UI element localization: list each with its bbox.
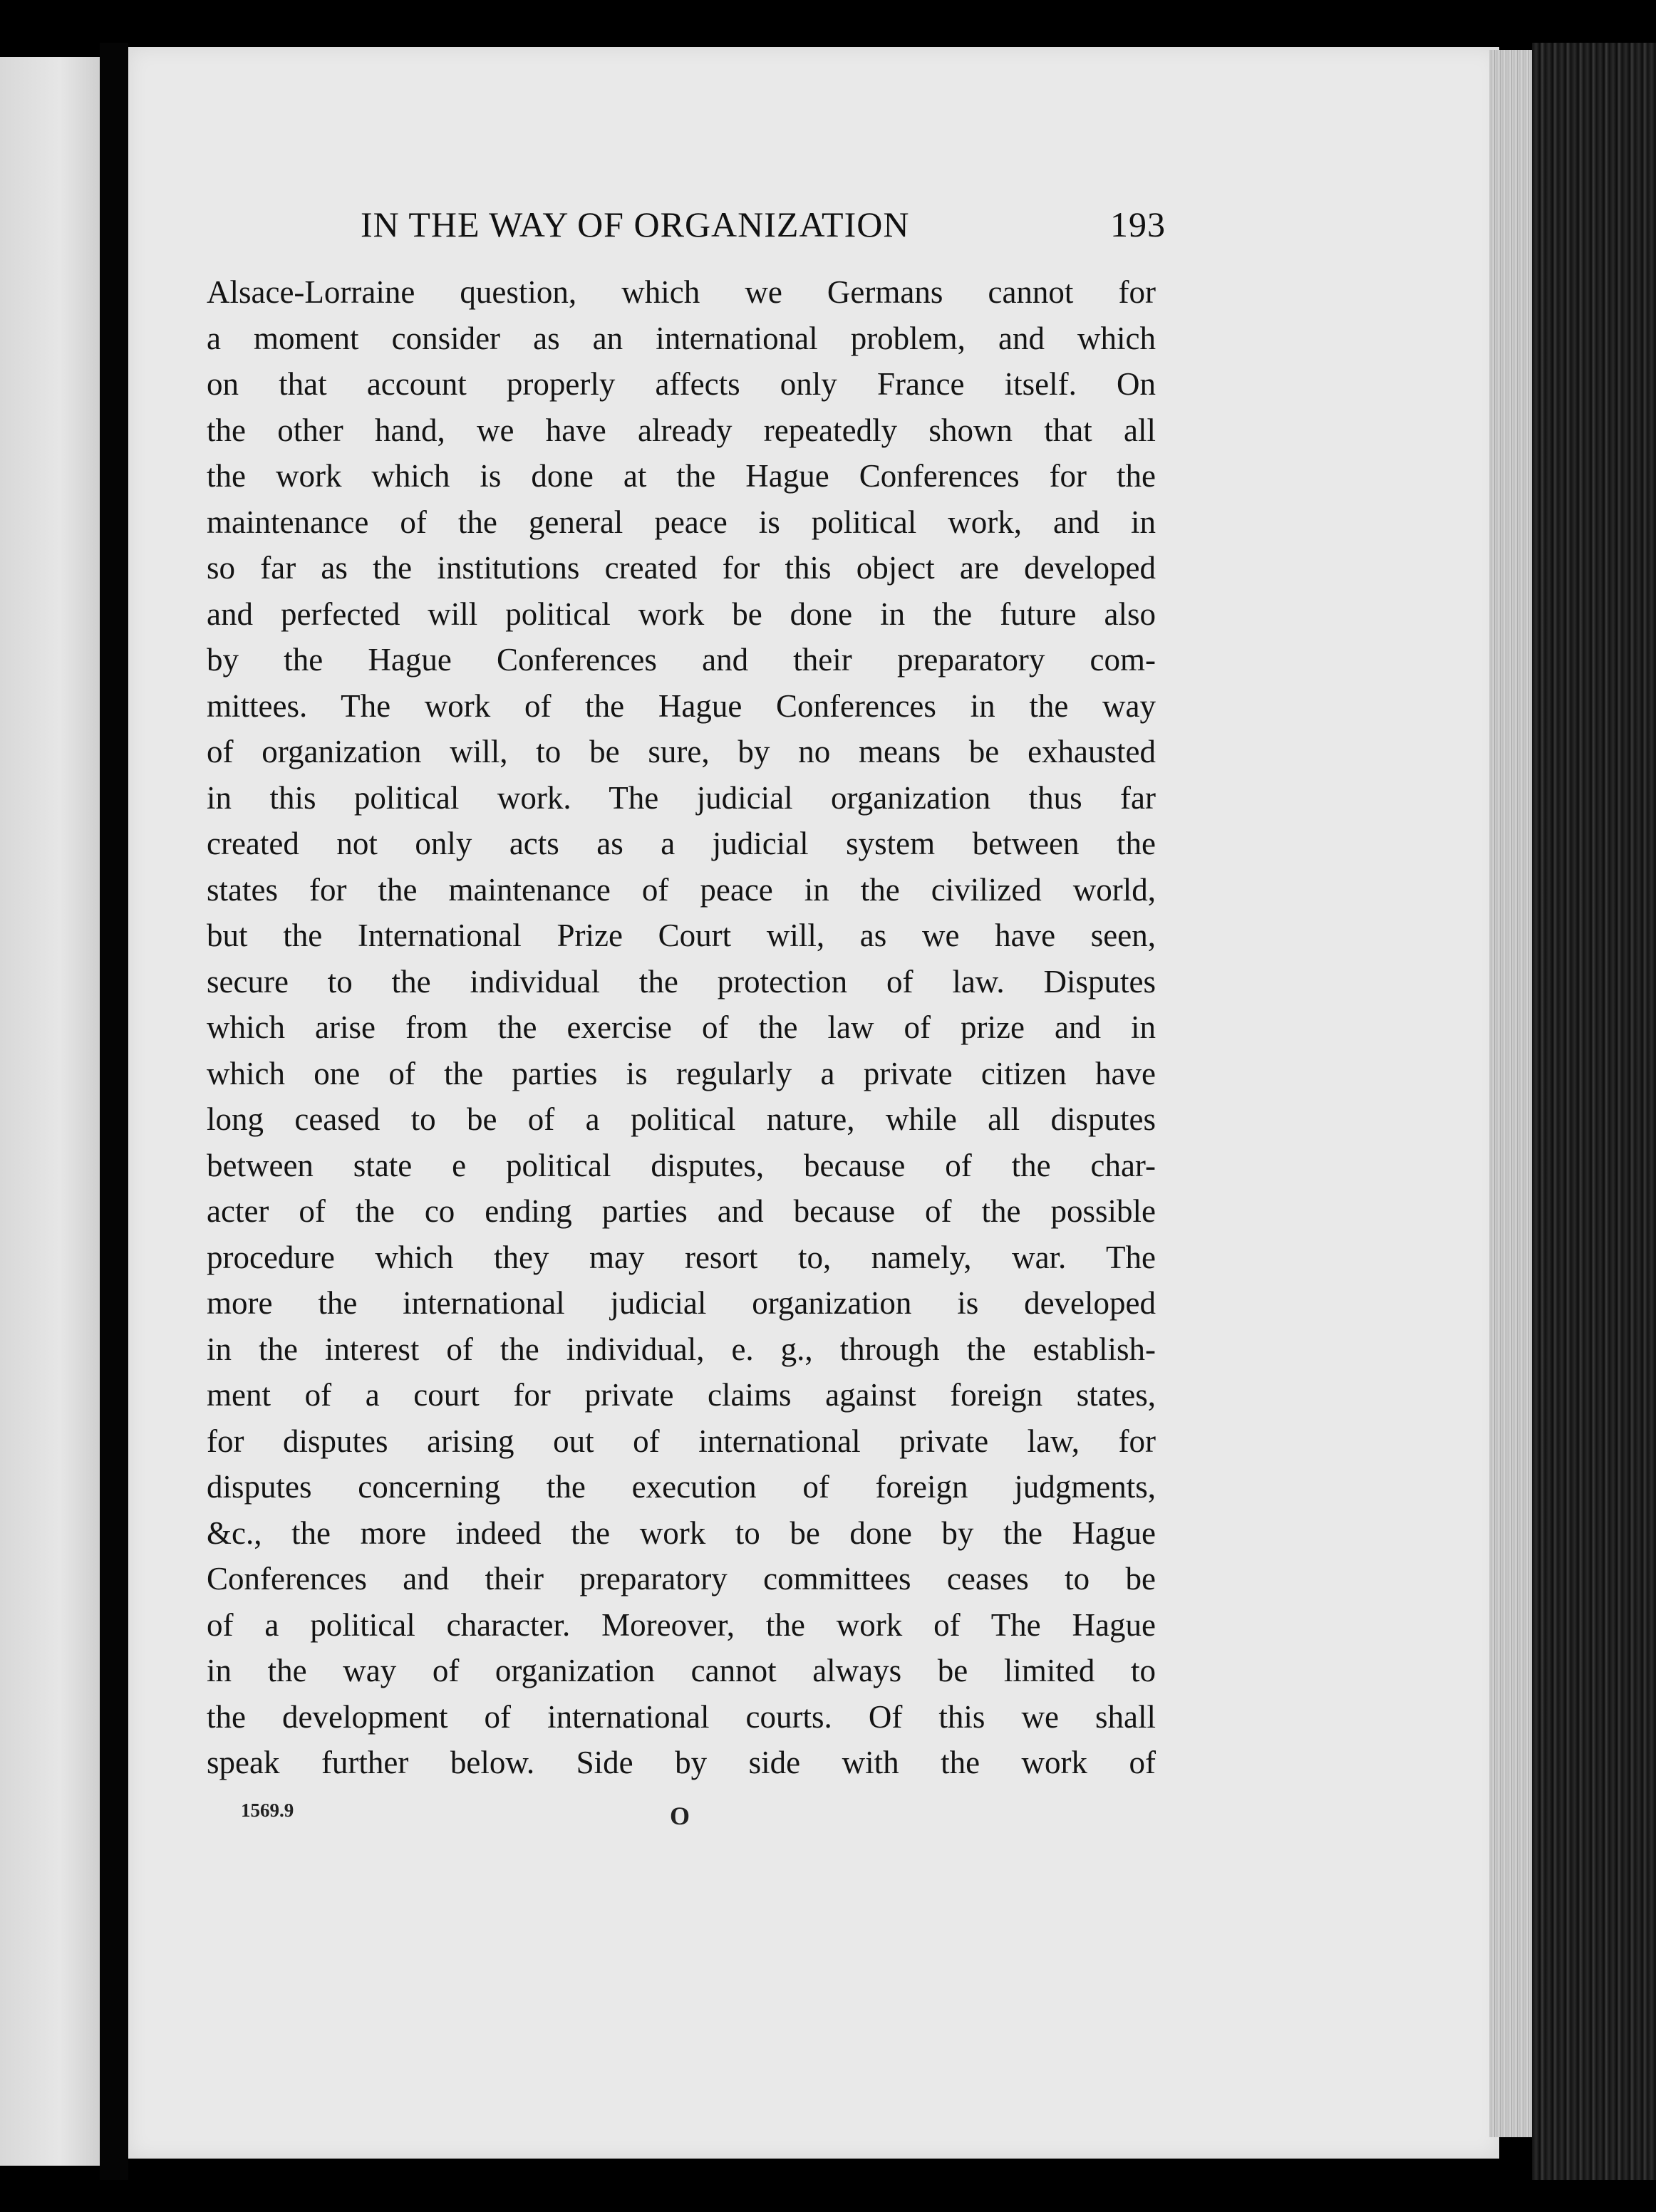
text-line: of organization will, to be sure, by no means be exhausted [207, 734, 1156, 769]
text-line: by the Hague Conferences and their preparatory com- [207, 642, 1156, 677]
text-line: in the way of organization cannot always be limited to [207, 1653, 1156, 1688]
text-line: acter of the co ending parties and because of the possible [207, 1193, 1156, 1229]
text-line: so far as the institutions created for this object are developed [207, 550, 1156, 586]
body-text [207, 269, 1156, 1786]
text-line: on that account properly affects only France itself. On [207, 366, 1156, 402]
text-line: but the International Prize Court will, as we have seen, [207, 918, 1156, 953]
text-line: of a political character. Moreover, the work of The Hague [207, 1606, 1156, 1643]
text-line: between state e political disputes, because of the char- [207, 1147, 1156, 1183]
text-line: long ceased to be of a political nature, while all disputes [207, 1101, 1156, 1137]
gathering-letter: O [670, 1802, 690, 1830]
text-line: maintenance of the general peace is political work, and in [207, 504, 1156, 540]
text-line: a moment consider as an international problem, and which [207, 320, 1156, 356]
previous-page-edge [0, 57, 100, 2166]
text-line: created not only acts as a judicial system between the [207, 826, 1156, 861]
text-line: which arise from the exercise of the law of prize and in [207, 1009, 1156, 1045]
text-line: &c., the more indeed the work to be done by the Hague [207, 1515, 1156, 1551]
text-line: mittees. The work of the Hague Conferences in the way [207, 687, 1156, 724]
text-line: Conferences and their preparatory committees ceases to be [207, 1561, 1156, 1596]
running-title: IN THE WAY OF ORGANIZATION [361, 204, 910, 244]
text-line: states for the maintenance of peace in the civilized world, [207, 871, 1156, 908]
text-line: and perfected will political work be done in the future also [207, 596, 1156, 632]
running-head [361, 204, 1166, 254]
text-line: in the interest of the individual, e. g., through the establish- [207, 1331, 1156, 1367]
text-line: for disputes arising out of international private law, for [207, 1423, 1156, 1459]
text-line: speak further below. Side by side with the work of [207, 1745, 1156, 1780]
text-line: in this political work. The judicial organization thus far [207, 779, 1156, 816]
text-line: secure to the individual the protection of law. Disputes [207, 963, 1156, 999]
text-line: the other hand, we have already repeatedly shown that all [207, 412, 1156, 448]
text-line: Alsace-Lorraine question, which we Germans cannot for [207, 274, 1156, 310]
text-line: ment of a court for private claims against foreign states, [207, 1377, 1156, 1413]
text-line: the development of international courts. Of this we shall [207, 1698, 1156, 1735]
text-line: more the international judicial organization is developed [207, 1285, 1156, 1321]
signature-mark: 1569.9 [241, 1800, 294, 1821]
page-number: 193 [1110, 204, 1166, 244]
page-fore-edge [1489, 50, 1532, 2137]
text-line: the work which is done at the Hague Conferences for the [207, 458, 1156, 494]
text-line: disputes concerning the execution of foreign judgments, [207, 1469, 1156, 1505]
book-binding [1532, 43, 1656, 2180]
book-gutter [100, 43, 128, 2180]
text-line: procedure which they may resort to, namely, war. The [207, 1239, 1156, 1275]
text-line: which one of the parties is regularly a private citizen have [207, 1055, 1156, 1091]
